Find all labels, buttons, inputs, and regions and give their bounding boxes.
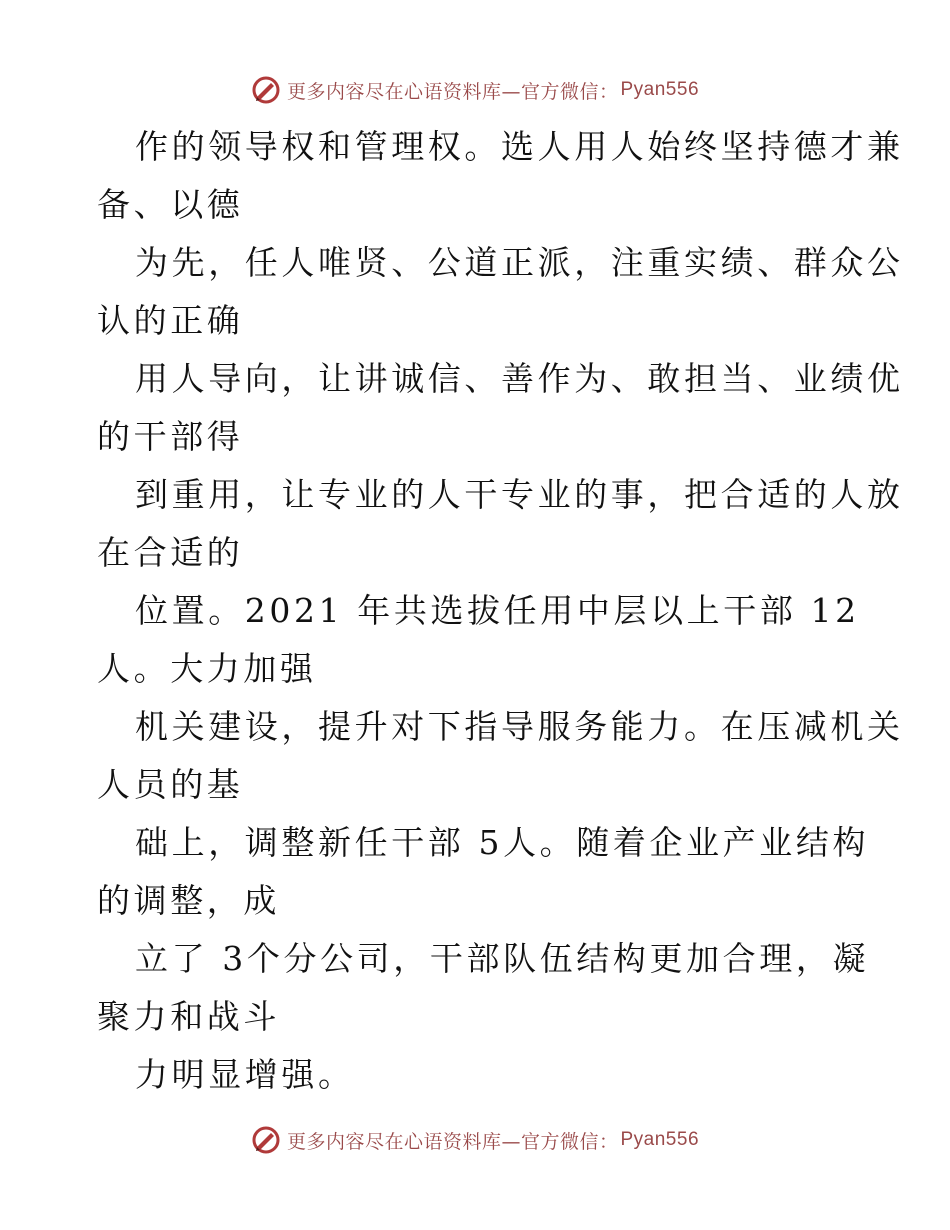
text-line: 备、以德 [97,185,244,224]
text-line: 力明显增强。 [135,1055,355,1094]
text-line: 到重用，让专业的人干专业的事，把合适的人放 [135,475,904,514]
document-body [97,118,904,1104]
text-line: 础上，调整新任干部 5人。随着企业产业结构 [135,823,870,862]
text-line: 位置。2021 年共选拔任用中层以上干部 12 [135,591,860,630]
text-line: 的干部得 [97,417,244,456]
header-banner [0,70,950,110]
text-line: 在合适的 [97,533,244,572]
text-line: 认的正确 [97,301,244,340]
text-line: 人。大力加强 [97,649,317,688]
text-line: 作的领导权和管理权。选人用人始终坚持德才兼 [135,127,904,166]
banner-text: 更多内容尽在心语资料库—官方微信： [286,80,619,103]
text-line: 立了 3个分公司，干部队伍结构更加合理，凝 [135,939,870,978]
text-line: 聚力和战斗 [97,997,280,1036]
text-line: 为先，任人唯贤、公道正派，注重实绩、群众公 [135,243,904,282]
text-line: 机关建设，提升对下指导服务能力。在压减机关 [135,707,904,746]
text-line: 的调整，成 [97,881,280,920]
banner-text: 更多内容尽在心语资料库—官方微信： [286,1130,619,1153]
text-line: 用人导向，让讲诚信、善作为、敢担当、业绩优 [135,359,904,398]
footer-banner [0,1120,950,1160]
pen-logo-icon [251,1125,281,1155]
banner-wechat-id: Pyan556 [620,79,700,100]
banner-wechat-id: Pyan556 [620,1129,700,1150]
text-line: 人员的基 [97,765,244,804]
pen-logo-icon [251,75,281,105]
